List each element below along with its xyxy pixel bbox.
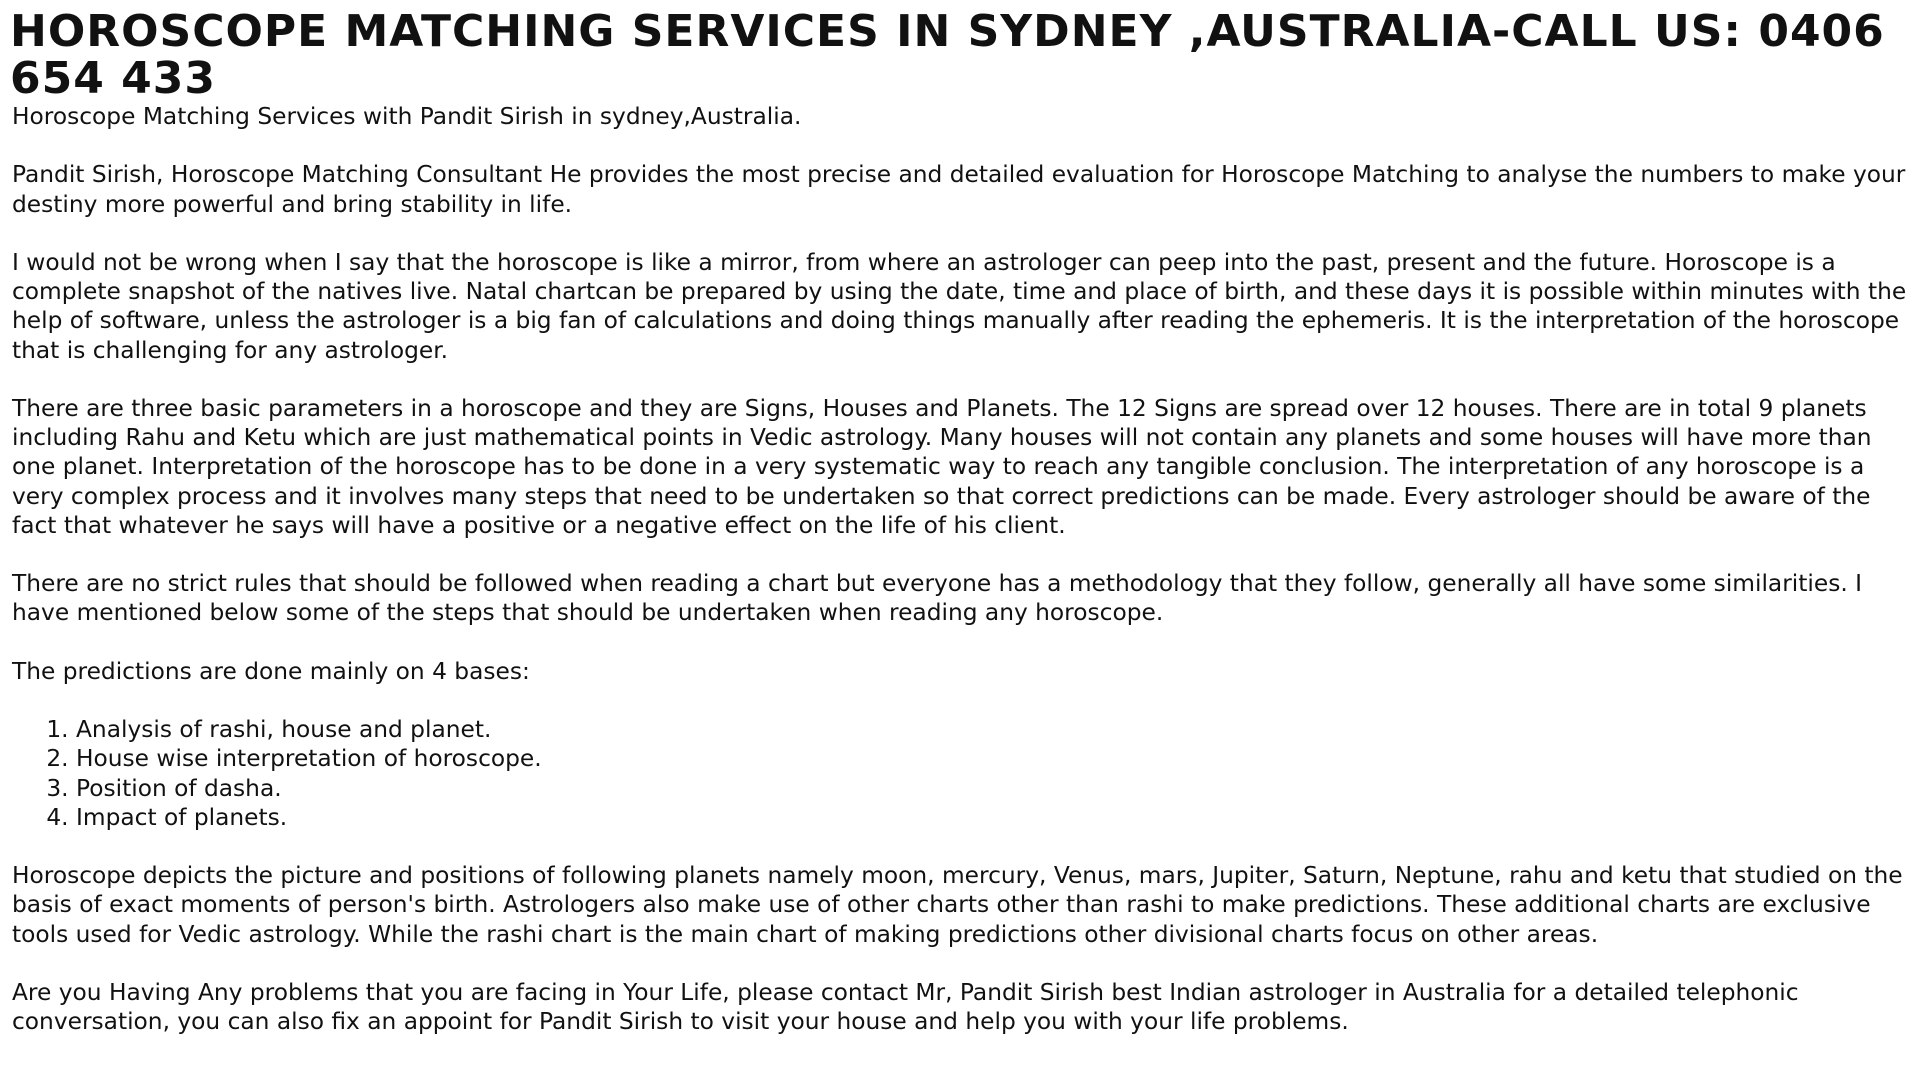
bases-intro-paragraph: The predictions are done mainly on 4 bases: — [12, 657, 530, 685]
mirror-paragraph: I would not be wrong when I say that the horoscope is like a mirror, from where an astrologer can peep into the past, present and the future. Horoscope is a complete snapshot of the natives live. Natal chartcan be prepared by using the date, time and place of birth, and these days it is possible within minutes with the help of software, unless the astrologer is a big fan of calculations and doing things manually after reading the ephemeris. It is the interpretation of the horoscope that is challenging for any astrologer. — [12, 248, 1907, 364]
intro-paragraph: Horoscope Matching Services with Pandit Sirish in sydney,Australia. — [12, 103, 802, 130]
list-item: 1. Analysis of rashi, house and planet. — [76, 715, 1908, 744]
list-item: 3. Position of dasha. — [76, 774, 1908, 803]
list-item: 2. House wise interpretation of horoscope. — [76, 744, 1908, 773]
contact-paragraph: Are you Having Any problems that you are facing in Your Life, please contact Mr, Pandit Sirish best Indian astrologer in Australia for a detailed telephonic conversation, you can also fix an appoint for Pandit Sirish to visit your house and help you with your life problems. — [12, 978, 1799, 1036]
list-item: 4. Impact of planets. — [76, 803, 1908, 832]
methodology-paragraph: There are no strict rules that should be followed when reading a chart but everyone has a methodology that they follow, generally all have some similarities. I have mentioned below some of the steps that should be undertaken when reading any horoscope. — [12, 570, 1863, 627]
parameters-paragraph: There are three basic parameters in a horoscope and they are Signs, Houses and Planets. The 12 Signs are spread over 12 houses. There are in total 9 planets including Rahu and Ketu which are just mathematical points in Vedic astrology. Many houses will not contain any planets and some houses will have more than one planet. Interpretation of the horoscope has to be done in a very systematic way to reach any tangible conclusion. The interpretation of any horoscope is a very complex process and it involves many steps that need to be undertaken so that correct predictions can be made. Every astrologer should be aware of the fact that whatever he says will have a positive or a negative effect on the life of his client. — [12, 394, 1872, 539]
bases-list — [12, 715, 1908, 832]
article-body — [10, 102, 1908, 1036]
page-title: HOROSCOPE MATCHING SERVICES IN SYDNEY ,AUSTRALIA-CALL US: 0406 654 433 — [10, 6, 1885, 104]
consultant-paragraph: Pandit Sirish, Horoscope Matching Consultant He provides the most precise and detailed evaluation for Horoscope Matching to analyse the numbers to make your destiny more powerful and bring stability in life. — [12, 161, 1906, 218]
planets-paragraph: Horoscope depicts the picture and positions of following planets namely moon, mercury, Venus, mars, Jupiter, Saturn, Neptune, rahu and ketu that studied on the basis of exact moments of person's birth. Astrologers also make use of other charts other than rashi to make predictions. These additional charts are exclusive tools used for Vedic astrology. While the rashi chart is the main chart of making predictions other divisional charts focus on other areas. — [12, 862, 1903, 948]
